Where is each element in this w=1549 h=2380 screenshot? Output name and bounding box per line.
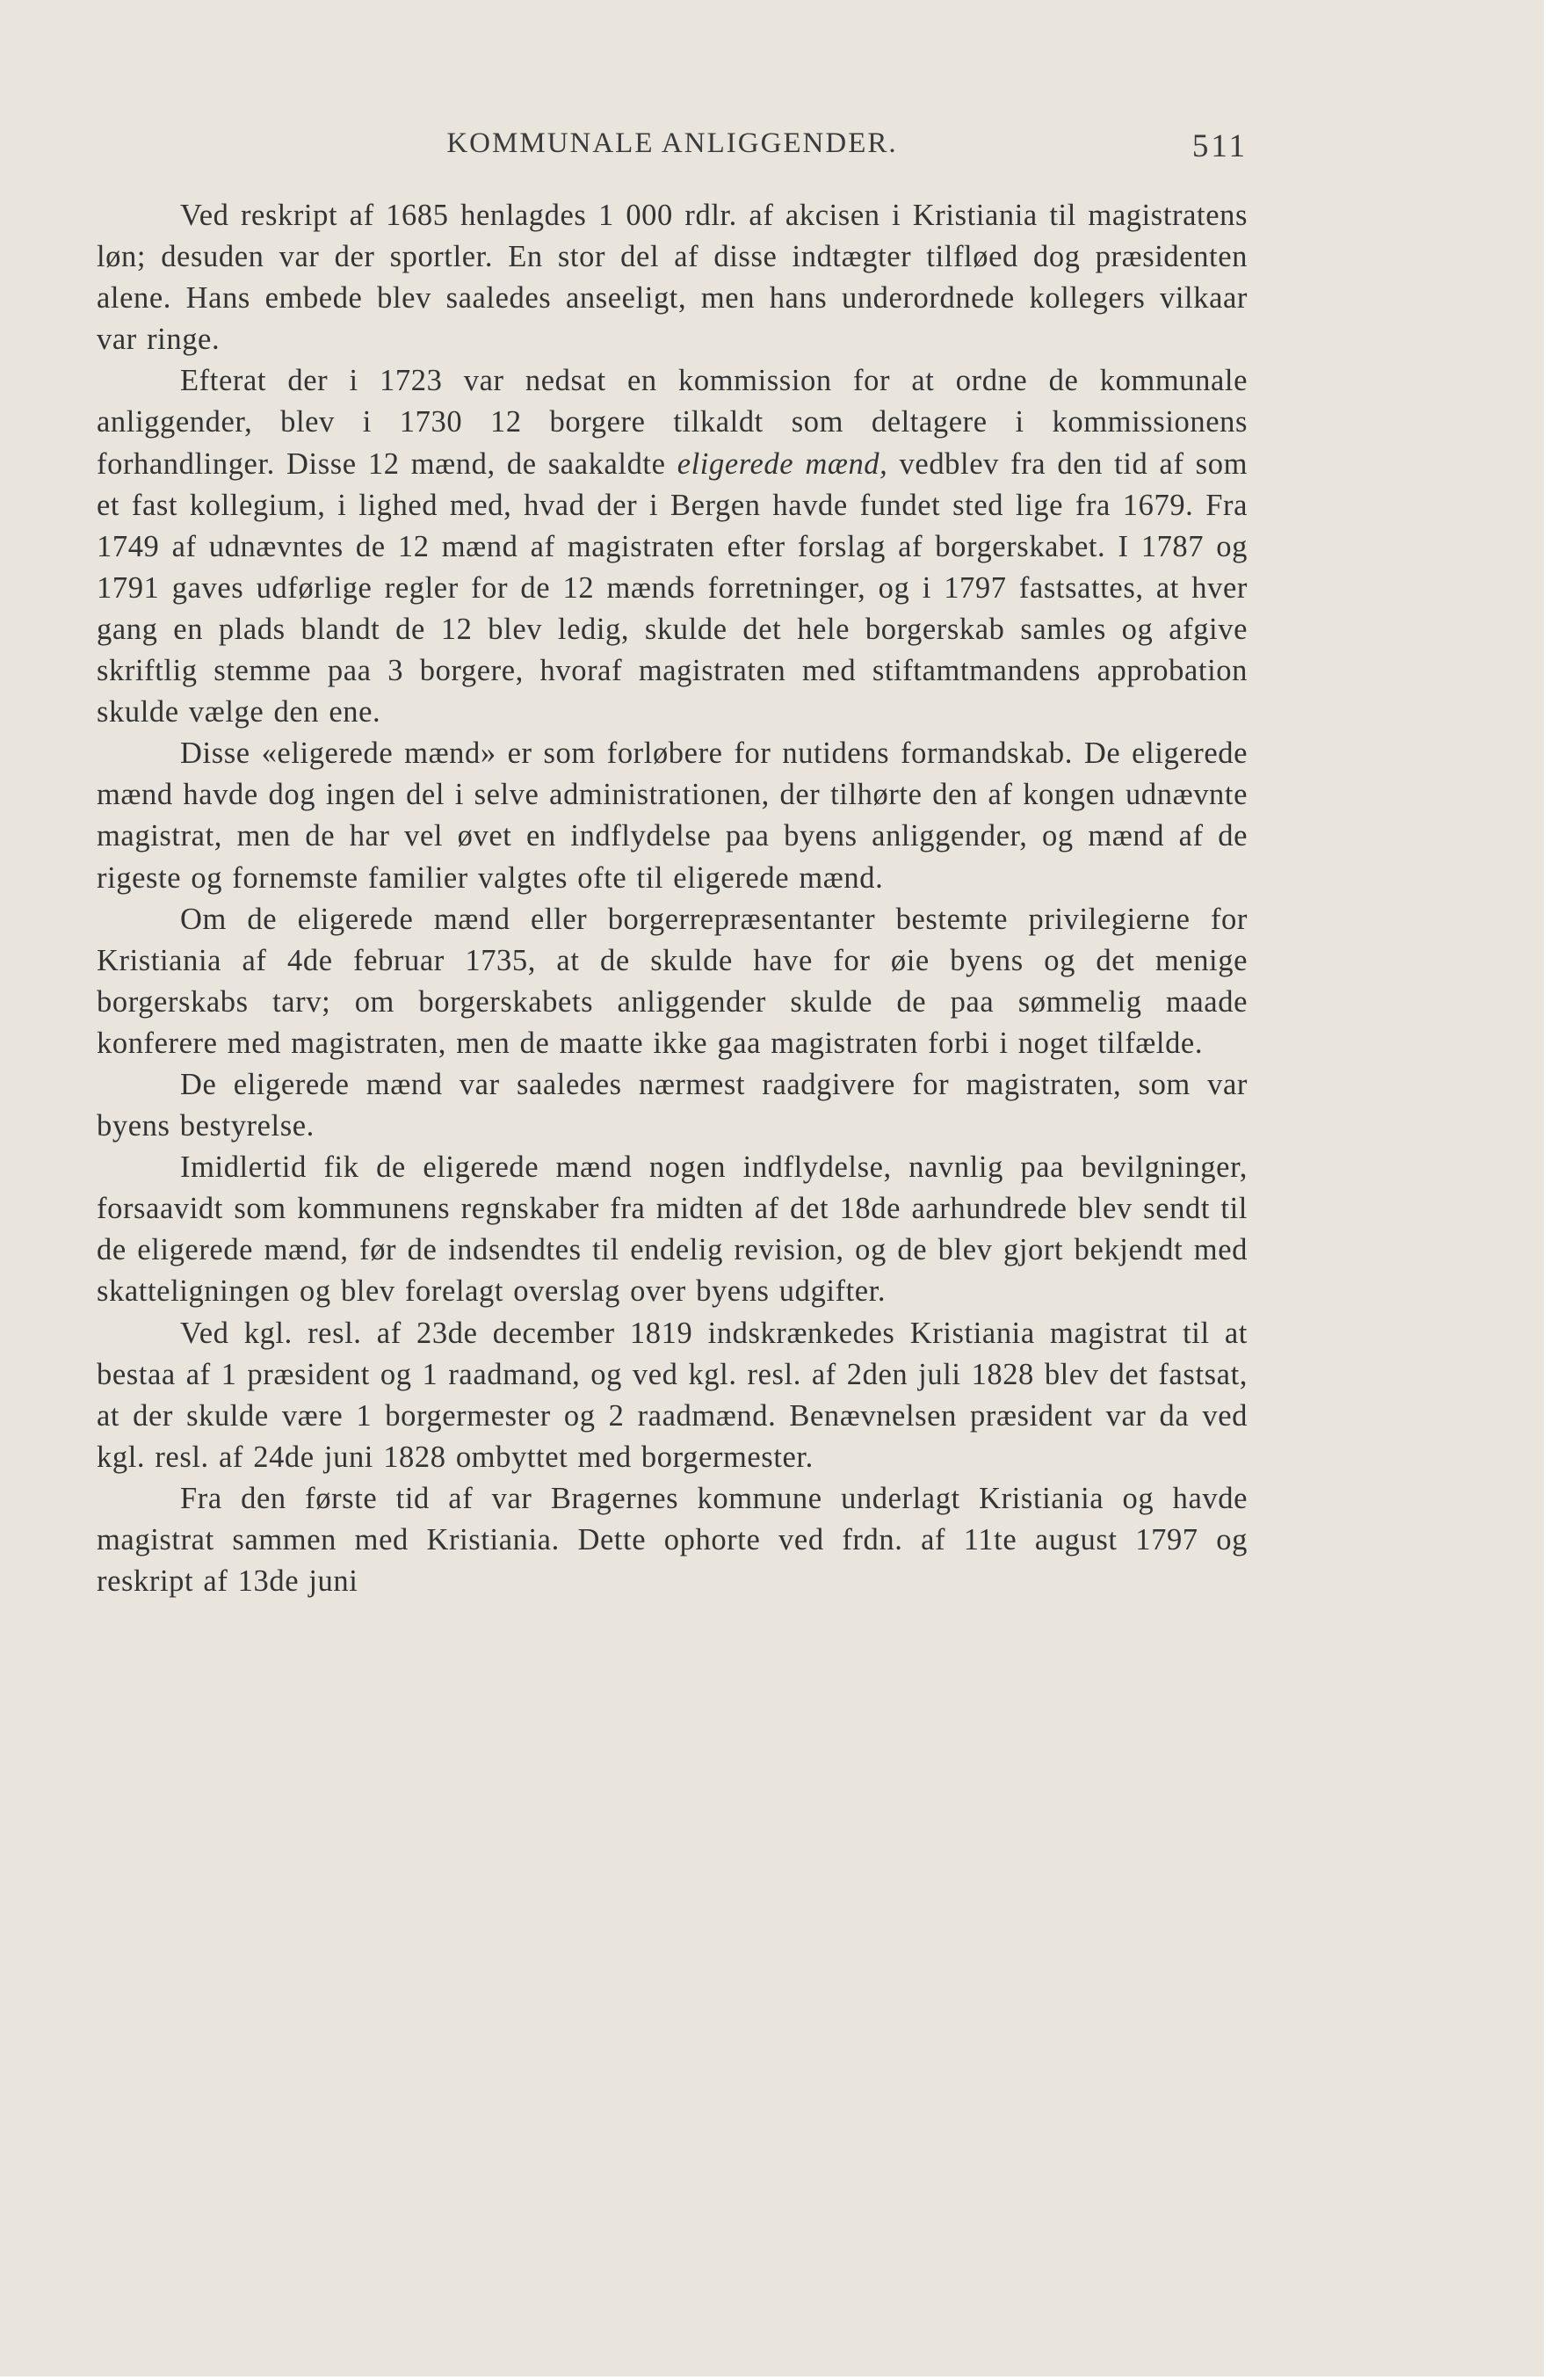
paragraph: Disse «eligerede mænd» er som forløbere for nutidens formandskab. De eligerede mænd havde dog ingen del i selve administrationen, der tilhørte den af kongen udnævnte magistrat, men de har vel øvet en indflydelse paa byens anliggender, og mænd af de rigeste og fornemste familier valgtes ofte til eligerede mænd. bbox=[97, 736, 1248, 895]
paragraph: Ved kgl. resl. af 23de december 1819 indskrænkedes Kristiania magistrat til at bestaa af 1 præsident og 1 raadmand, og ved kgl. resl. af 2den juli 1828 blev det fastsat, at der skulde være 1 borgermester og 2 raadmænd. Benævnelsen præsident var da ved kgl. resl. af 24de juni 1828 ombyttet med borgermester. bbox=[97, 1316, 1248, 1474]
body-text bbox=[97, 195, 1248, 1602]
paragraph-text: vedblev fra den tid af som et fast kollegium, i lighed med, hvad der i Bergen havde fundet sted lige fra 1679. Fra 1749 af udnævntes de 12 mænd af magistraten efter forslag af borgerskabet. I 1787 og 1791 gaves udførlige regler for de 12 mænds forretninger, og i 1797 fastsattes, at hver gang en plads blandt de 12 blev ledig, skulde det hele borgerskab samles og afgive skriftlig stemme paa 3 borgere, hvoraf magistraten med stiftamtmandens approbation skulde vælge den ene. bbox=[97, 446, 1248, 729]
page-header bbox=[97, 127, 1248, 171]
paragraph-text: Efterat der i 1723 var nedsat en kommission for at ordne de kommunale anliggender, blev i 1730 12 borgere tilkaldt som deltagere i kommissionens forhandlinger. Disse 12 mænd, de saakaldte bbox=[97, 364, 1248, 481]
page-number: 511 bbox=[1191, 128, 1248, 164]
paragraph: Ved reskript af 1685 henlagdes 1 000 rdlr. af akcisen i Kristiania til magistratens løn; desuden var der sportler. En stor del af disse indtægter tilfløed dog præsidenten alene. Hans embede blev saaledes anseeligt, men hans underordnede kollegers vilkaar var ringe. bbox=[97, 199, 1248, 357]
paragraph: Imidlertid fik de eligerede mænd nogen indflydelse, navnlig paa bevilgninger, forsaavidt som kommunens regnskaber fra midten af det 18de aarhundrede blev sendt til de eligerede mænd, før de indsendtes til endelig revision, og de blev gjort bekjendt med skatteligningen og blev forelagt overslag over byens udgifter. bbox=[97, 1150, 1248, 1309]
paragraph: De eligerede mænd var saaledes nærmest raadgivere for magistraten, som var byens bestyrelse. bbox=[97, 1067, 1248, 1143]
paragraph: Fra den første tid af var Bragernes kommune underlagt Kristiania og havde magistrat sammen med Kristiania. Dette ophorte ved frdn. af 11te august 1797 og reskript af 13de juni bbox=[97, 1481, 1248, 1599]
paragraph: Om de eligerede mænd eller borgerrepræsentanter bestemte privilegierne for Kristiania af 4de februar 1735, at de skulde have for øie byens og det menige borgerskabs tarv; om borgerskabets anliggender skulde de paa sømmelig maade konferere med magistraten, men de maatte ikke gaa magistraten forbi i noget tilfælde. bbox=[97, 902, 1248, 1060]
paragraph bbox=[97, 360, 1248, 733]
running-head: KOMMUNALE ANLIGGENDER. bbox=[446, 127, 898, 159]
emphasized-term: eligerede mænd, bbox=[677, 446, 888, 481]
